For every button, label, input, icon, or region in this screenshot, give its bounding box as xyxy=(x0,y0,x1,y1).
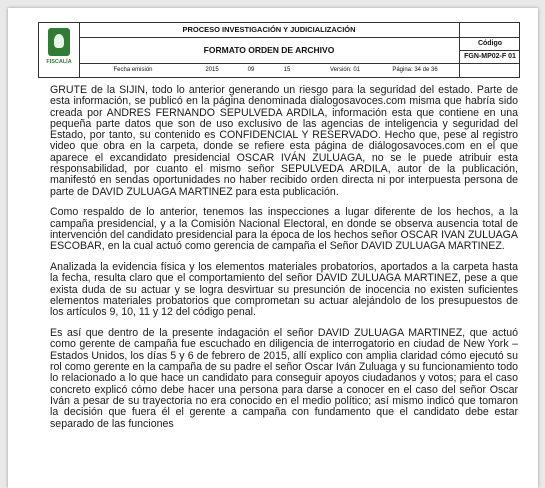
paragraph: Es así que dentro de la presente indagación el señor DAVID ZULUAGA MARTINEZ, que actuó como gerente de campaña fue escuchado en diligencia de interrogatorio en ciudad de New York – Estados Unidos, los días 5 y 6 de febrero de 2015, allí explico con amplia claridad cómo ejecutó su rol como gerente en la campaña de su padre el señor Oscar Iván Zuluaga y su funcionamiento todo lo relacionado a lo que hace un candidato para conseguir apoyos ciudadanos y votos; para el caso concreto explicó cómo debe hacer una persona para darse a conocer en el caso del señor Oscar Iván a pesar de su trayectoria no era conocido en el medio político; así mismo indicó que tomaron la decisión que fuera él el gerente a campaña con fundamento que el candidato debe estar separado de las funciones xyxy=(50,327,518,430)
emission-label: Fecha emisión xyxy=(113,67,153,73)
code-value: FGN-MP02-F 01 xyxy=(460,50,520,64)
seal-icon xyxy=(48,28,70,56)
form-title: FORMATO ORDEN DE ARCHIVO xyxy=(79,37,459,64)
emission-year: 2015 xyxy=(205,67,219,73)
document-body xyxy=(50,85,518,439)
emission-row xyxy=(79,63,459,77)
emission-month: 09 xyxy=(247,67,255,73)
paragraph: Como respaldo de lo anterior, tenemos las inspecciones a lugar diferente de los hechos, a la campaña presidencial, y a la Comisión Nacional Electoral, en donde se observa ausencia total de intervención del candidato presidencial para la época de los hechos señor OSCAR IVAN ZULUAGA ESCOBAR, en la cual actuó como gerencia de campaña el Señor DAVID ZULUAGA MARTINEZ. xyxy=(50,206,518,253)
paragraph: GRUTE de la SIJIN, todo lo anterior generando un riesgo para la seguridad del estado. Parte de esta información, se publicó en la página denominada dialogosavoces.com misma que habría sido creada por ANDRES FERNANDO SEPULVEDA ARDILA, información esta que contiene en una pequeña parte datos que son de uso exclusivo de las agencias de inteligencia y seguridad del Estado, por tanto, su contenido es CONFIDENCIAL Y RESERVADO. Hecho que, pese al registro video que obra en la carpeta, donde se refiere esta página de diálogosavoces.com en el que aparece el excandidato presidencial OSCAR IVÁN ZULUAGA, no se le puede atribuir esta responsabilidad, por cuanto el mismo señor SEPULVEDA ARDILA, autor de la publicación, manifestó en sendas oportunidades no haber recibido orden directa ni por interpuesta persona de parte de DAVID ZULUAGA MARTINEZ para esta publicación. xyxy=(50,84,518,198)
document-header xyxy=(38,22,520,78)
code-box xyxy=(459,23,520,77)
emission-day: 15 xyxy=(283,67,291,73)
page-number: Página: 34 de 36 xyxy=(392,67,438,73)
document-page xyxy=(8,8,538,488)
version: Versión: 01 xyxy=(329,67,361,73)
logo-text: FISCALÍA xyxy=(46,59,72,65)
fiscalia-logo xyxy=(39,23,80,77)
process-name: PROCESO INVESTIGACIÓN Y JUDICIALIZACIÓN xyxy=(79,23,459,38)
code-label: Código xyxy=(460,37,520,51)
paragraph: Analizada la evidencia física y los elementos materiales probatorios, aportados a la carpeta hasta la fecha, resulta claro que el comportamiento del señor DAVID ZULUAGA MARTINEZ, pese a que exista duda de su actuar y se logra desvirtuar su presunción de inocencia no existen suficientes elementos materiales probatorios que comprometan su actuar alejándolo de los presupuestos de los artículos 9, 10, 11 y 12 del código penal. xyxy=(50,261,518,319)
